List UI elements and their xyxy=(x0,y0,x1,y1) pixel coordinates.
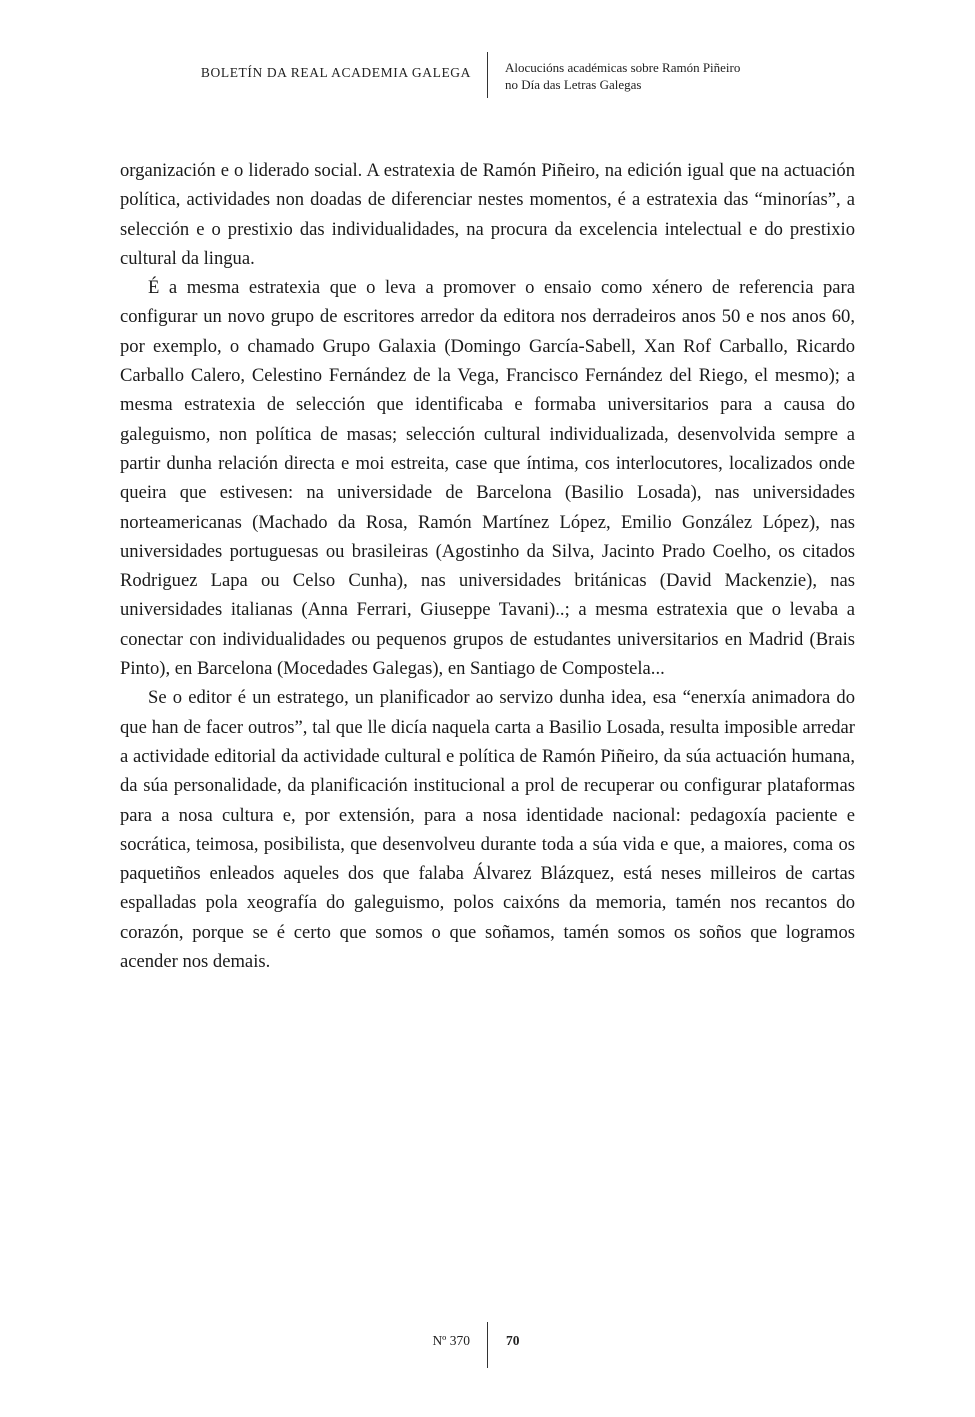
section-title-line-1: Alocucións académicas sobre Ramón Piñeiro xyxy=(505,60,741,75)
issue-number: Nº 370 xyxy=(432,1333,470,1348)
article-body xyxy=(120,156,855,976)
section-title xyxy=(505,59,740,93)
header-divider xyxy=(487,52,488,98)
footer-divider xyxy=(487,1322,488,1368)
paragraph-1: organización e o liderado social. A estratexia de Ramón Piñeiro, na edición igual que na actuación política, actividades non doadas de diferenciar nestes momentos, é a estratexia das “minorías”, a selección e o prestixio das individualidades, na procura da excelencia intelectual e do prestixio cultural da lingua. xyxy=(120,160,855,269)
page-number: 70 xyxy=(506,1333,520,1348)
paragraph-2: É a mesma estratexia que o leva a promover o ensaio como xénero de referencia para configurar un novo grupo de escritores arredor da editora nos derradeiros anos 50 e nos anos 60, por exemplo, o chamado Grupo Galaxia (Domingo García-Sabell, Xan Rof Carballo, Ricardo Carballo Calero, Celestino Fernández de la Vega, Francisco Fernández del Riego, el mesmo); a mesma estratexia de selección que identificaba e formaba universitarios para a causa do galeguismo, non política de masas; selección cultural individualizada, desenvolvida sempre a partir dunha relación directa e moi estreita, case que íntima, cos interlocutores, localizados onde queira que estivesen: na universidade de Barcelona (Basilio Losada), nas universidades norteamericanas (Machado da Rosa, Ramón Martínez López, Emilio González López), nas universidades portuguesas ou brasileiras (Agostinho da Silva, Jacinto Prado Coelho, os citados Rodriguez Lapa ou Celso Cunha), nas universidades británicas (David Mackenzie), nas universidades italianas (Anna Ferrari, Giuseppe Tavani)..; a mesma estratexia que o levaba a conectar con individualidades ou pequenos grupos de estudantes universitarios en Madrid (Brais Pinto), en Barcelona (Mocedades Galegas), en Santiago de Compostela... xyxy=(120,277,855,680)
journal-title: BOLETÍN DA REAL ACADEMIA GALEGA xyxy=(200,65,471,80)
paragraph-3: Se o editor é un estratego, un planificador ao servizo dunha idea, esa “enerxía animadora do que han de facer outros”, tal que lle dicía naquela carta a Basilio Losada, resulta imposible arredar a actividade editorial da actividade cultural e política de Ramón Piñeiro, da súa actuación humana, da súa personalidade, da planificación institucional a prol de recuperar ou configurar plataformas para a nosa cultura e, por extensión, para a nosa identidade nacional: pedagoxía paciente e socrática, teimosa, posibilista, que desenvolveu durante toda a súa vida e que, a maiores, coma os paquetiños enleados aqueles dos que falaba Álvarez Blázquez, está neses milleiros de cartas espalladas pola xeografía do galeguismo, polos caixóns da memoria, tamén nos recantos do corazón, porque se é certo que somos o que soñamos, tamén somos os soños que logramos acender nos demais. xyxy=(120,687,855,973)
section-title-line-2: no Día das Letras Galegas xyxy=(505,77,642,92)
